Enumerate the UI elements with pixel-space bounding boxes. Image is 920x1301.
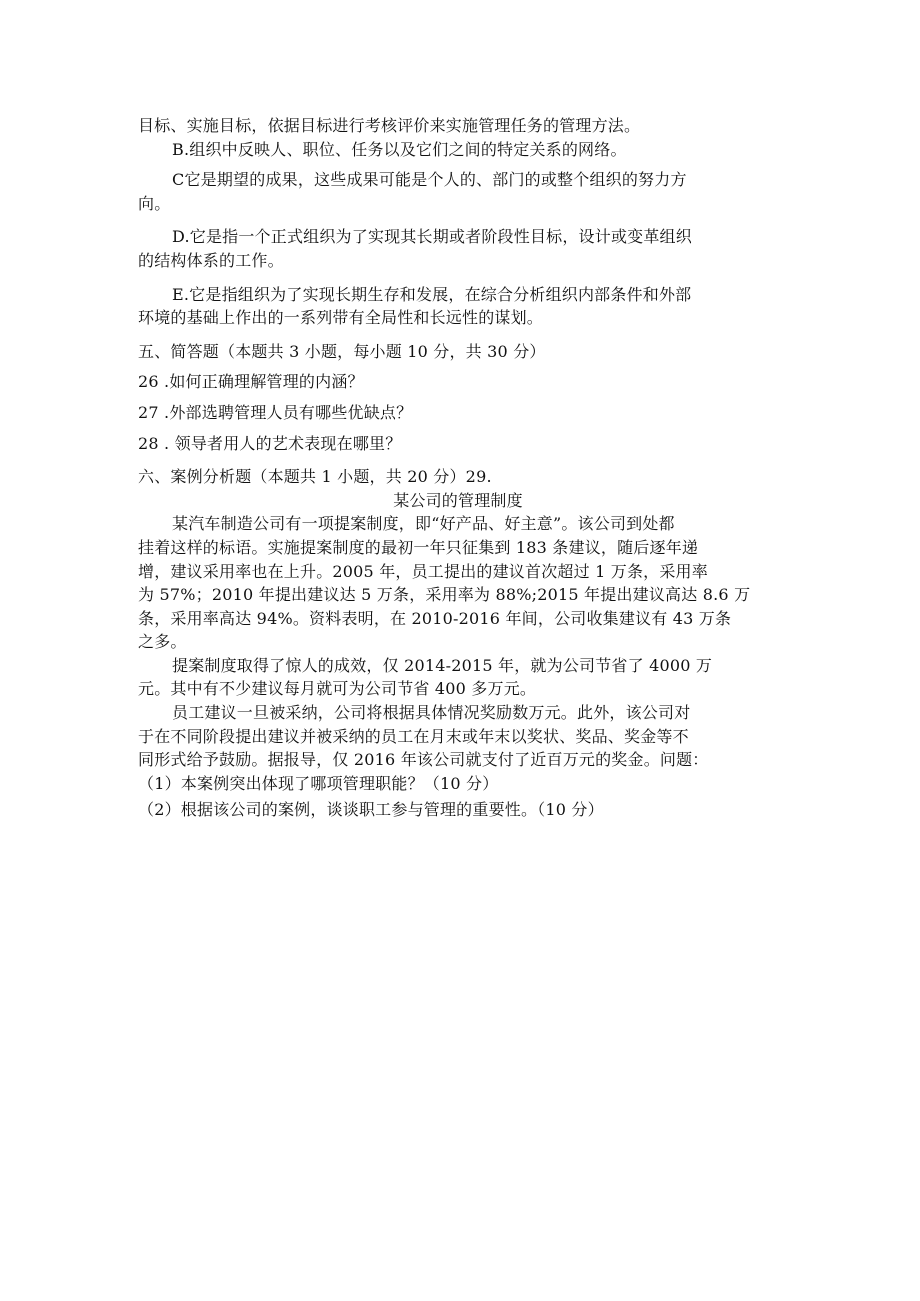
- section-5-heading: 五、简答题（本题共 3 小题，每小题 10 分，共 30 分）: [138, 341, 546, 361]
- case-title: 某公司的管理制度: [393, 490, 523, 510]
- case-paragraph-3-line-2: 于在不同阶段提出建议并被采纳的员工在月末或年末以奖状、奖品、奖金等不: [138, 726, 689, 746]
- case-paragraph-1-line-1: 某汽车制造公司有一项提案制度，即“好产品、好主意”。该公司到处都: [172, 514, 675, 534]
- case-paragraph-1-line-3: 增，建议采用率也在上升。2005 年，员工提出的建议首次超过 1 万条，采用率: [138, 561, 708, 581]
- case-paragraph-2-line-1: 提案制度取得了惊人的成效，仅 2014-2015 年，就为公司节省了 4000 万: [172, 655, 713, 675]
- case-paragraph-1-line-5: 条，采用率高达 94%。资料表明，在 2010-2016 年间，公司收集建议有 43 万条: [138, 608, 732, 628]
- case-question-1: （1）本案例突出体现了哪项管理职能？（10 分）: [138, 773, 499, 793]
- option-e-line-2: 环境的基础上作出的一系列带有全局性和长远性的谋划。: [138, 308, 544, 328]
- option-b: B.组织中反映人、职位、任务以及它们之间的特定关系的网络。: [172, 139, 627, 159]
- case-question-2: （2）根据该公司的案例，谈谈职工参与管理的重要性。（10 分）: [138, 800, 604, 820]
- question-26: 26 .如何正确理解管理的内涵？: [138, 372, 364, 392]
- question-27: 27 .外部选聘管理人员有哪些优缺点？: [138, 402, 413, 422]
- document-page: [138, 114, 778, 822]
- case-paragraph-1-line-2: 挂着这样的标语。实施提案制度的最初一年只征集到 183 条建议，随后逐年递: [138, 537, 699, 557]
- case-paragraph-3-line-1: 员工建议一旦被采纳，公司将根据具体情况奖励数万元。此外，该公司对: [172, 703, 691, 723]
- question-28: 28 . 领导者用人的艺术表现在哪里？: [138, 433, 402, 453]
- case-paragraph-2-line-2: 元。其中有不少建议每月就可为公司节省 400 多万元。: [138, 679, 537, 699]
- option-d-line-2: 的结构体系的工作。: [138, 250, 284, 270]
- option-e-line-1: E.它是指组织为了实现长期生存和发展，在综合分析组织内部条件和外部: [172, 284, 692, 304]
- option-c-line-1: C它是期望的成果，这些成果可能是个人的、部门的或整个组织的努力方: [172, 170, 687, 190]
- option-a-continuation: 目标、实施目标，依据目标进行考核评价来实施管理任务的管理方法。: [138, 116, 641, 135]
- case-paragraph-3-line-3: 同形式给予鼓励。据报导，仅 2016 年该公司就支付了近百万元的奖金。问题：: [138, 750, 709, 770]
- option-c-line-2: 向。: [138, 193, 171, 213]
- section-6-heading: 六、案例分析题（本题共 1 小题，共 20 分）29.: [138, 467, 492, 487]
- option-d-line-1: D.它是指一个正式组织为了实现其长期或者阶段性目标，设计或变革组织: [172, 227, 692, 247]
- case-paragraph-1-line-4: 为 57%；2010 年提出建议达 5 万条，采用率为 88%;2015 年提出建议高达 8.6 万: [138, 585, 751, 605]
- case-paragraph-1-line-6: 之多。: [138, 632, 187, 652]
